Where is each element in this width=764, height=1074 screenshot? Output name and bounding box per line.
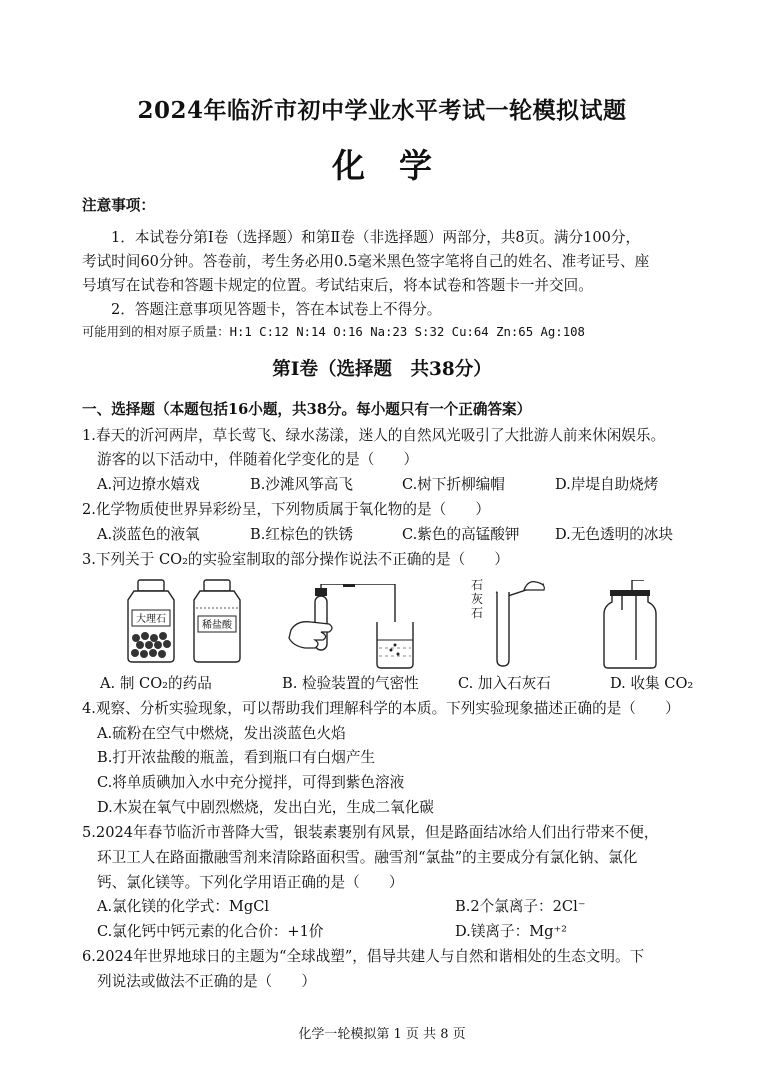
q6-line-2: 列说法或做法不正确的是（ ） <box>97 973 316 990</box>
limestone-char-1: 石 <box>470 578 483 592</box>
limestone-char-2: 灰 <box>470 592 483 606</box>
q1-option-a: A.河边撩水嬉戏 <box>97 476 200 493</box>
notice-item-1-line-3: 号填写在试卷和答题卡规定的位置。考试结束后，将本试卷和答题卡一并交回。 <box>82 277 593 294</box>
limestone-char-3: 石 <box>470 606 483 620</box>
q2-option-b: B.红棕色的铁锈 <box>250 526 353 543</box>
q1-line-1: 1.春天的沂河两岸，草长莺飞、绿水荡漾，迷人的自然风光吸引了大批游人前来休闲娱乐。 <box>82 427 666 444</box>
q3-option-d: D. 收集 CO₂ <box>610 675 694 692</box>
acid-label: 稀盐酸 <box>202 620 232 631</box>
q1-line-2: 游客的以下活动中，伴随着化学变化的是（ ） <box>97 451 419 468</box>
figure-b-airtightness-check <box>285 584 420 670</box>
q3-option-c: C. 加入石灰石 <box>458 675 551 692</box>
q5-option-d: D.镁离子：Mg⁺² <box>455 923 568 940</box>
q1-option-b: B.沙滩风筝高飞 <box>250 476 353 493</box>
notice-item-1-line-2: 考试时间60分钟。答卷前，考生务必用0.5毫米黑色签字笔将自己的姓名、准考证号、座 <box>82 253 650 270</box>
limestone-side-label <box>470 578 484 620</box>
notice-heading: 注意事项： <box>82 197 155 214</box>
q4-option-d: D.木炭在氧气中剧烈燃烧，发出白光，生成二氧化碳 <box>97 799 434 816</box>
q5-line-1: 5.2024年春节临沂市普降大雪，银装素裹别有风景，但是路面结冰给人们出行带来不便， <box>82 824 659 841</box>
q3-stem: 3.下列关于 CO₂的实验室制取的部分操作说法不正确的是（ ） <box>82 551 509 568</box>
q5-option-b: B.2个氯离子：2Cl⁻ <box>455 898 586 915</box>
marble-label: 大理石 <box>136 614 166 625</box>
q2-option-c: C.紫色的高锰酸钾 <box>402 526 520 543</box>
subject-title: 化学 <box>332 146 466 185</box>
q1-option-c: C.树下折柳编帽 <box>402 476 505 493</box>
q5-option-c: C.氯化钙中钙元素的化合价：+1价 <box>97 923 324 940</box>
figure-c-adding-limestone <box>488 578 558 668</box>
notice-item-1-line-1: 1．本试卷分第Ⅰ卷（选择题）和第Ⅱ卷（非选择题）两部分，共8页。满分100分， <box>111 229 641 246</box>
q4-option-c: C.将单质碘加入水中充分搅拌，可得到紫色溶液 <box>97 774 405 791</box>
q3-option-a: A. 制 CO₂的药品 <box>100 675 212 692</box>
q3-option-b: B. 检验装置的气密性 <box>282 675 419 692</box>
q2-stem: 2.化学物质使世界异彩纷呈，下列物质属于氧化物的是（ ） <box>82 501 490 518</box>
notice-item-2: 2．答题注意事项见答题卡，答在本试卷上不得分。 <box>111 301 442 318</box>
q2-option-d: D.无色透明的冰块 <box>555 526 673 543</box>
q5-line-2: 环卫工人在路面撒融雪剂来清除路面积雪。融雪剂“氯盐”的主要成分有氯化钠、氯化 <box>97 849 638 866</box>
figure-a-reagent-jars <box>120 578 252 664</box>
choice-part-heading: 一、选择题（本题包括16小题，共38分。每小题只有一个正确答案） <box>82 401 532 418</box>
q1-option-d: D.岸堤自助烧烤 <box>555 476 659 493</box>
figure-d-collecting-co2 <box>596 580 664 670</box>
hydrochloric-acid-jar <box>194 580 240 662</box>
atomic-masses: 可能用到的相对原子质量：H:1 C:12 N:14 O:16 Na:23 S:32 Cu:64 Zn:65 Ag:108 <box>82 325 585 339</box>
q6-line-1: 6.2024年世界地球日的主题为“全球战塑”，倡导共建人与自然和谐相处的生态文明。下 <box>82 948 645 965</box>
page-footer: 化学一轮模拟第 1 页 共 8 页 <box>298 1027 466 1042</box>
q4-stem: 4.观察、分析实验现象，可以帮助我们理解科学的本质。下列实验现象描述正确的是（ ） <box>82 700 680 717</box>
q4-option-a: A.硫粉在空气中燃烧，发出淡蓝色火焰 <box>97 725 346 742</box>
exam-title: 2024年临沂市初中学业水平考试一轮模拟试题 <box>137 97 627 124</box>
q5-line-3: 钙、氯化镁等。下列化学用语正确的是（ ） <box>97 874 404 891</box>
section-1-title: 第Ⅰ卷（选择题 共38分） <box>272 359 492 380</box>
q5-option-a: A.氯化镁的化学式：MgCl <box>97 898 270 915</box>
q4-option-b: B.打开浓盐酸的瓶盖，看到瓶口有白烟产生 <box>97 749 376 766</box>
marble-jar <box>128 580 174 662</box>
q2-option-a: A.淡蓝色的液氧 <box>97 526 200 543</box>
